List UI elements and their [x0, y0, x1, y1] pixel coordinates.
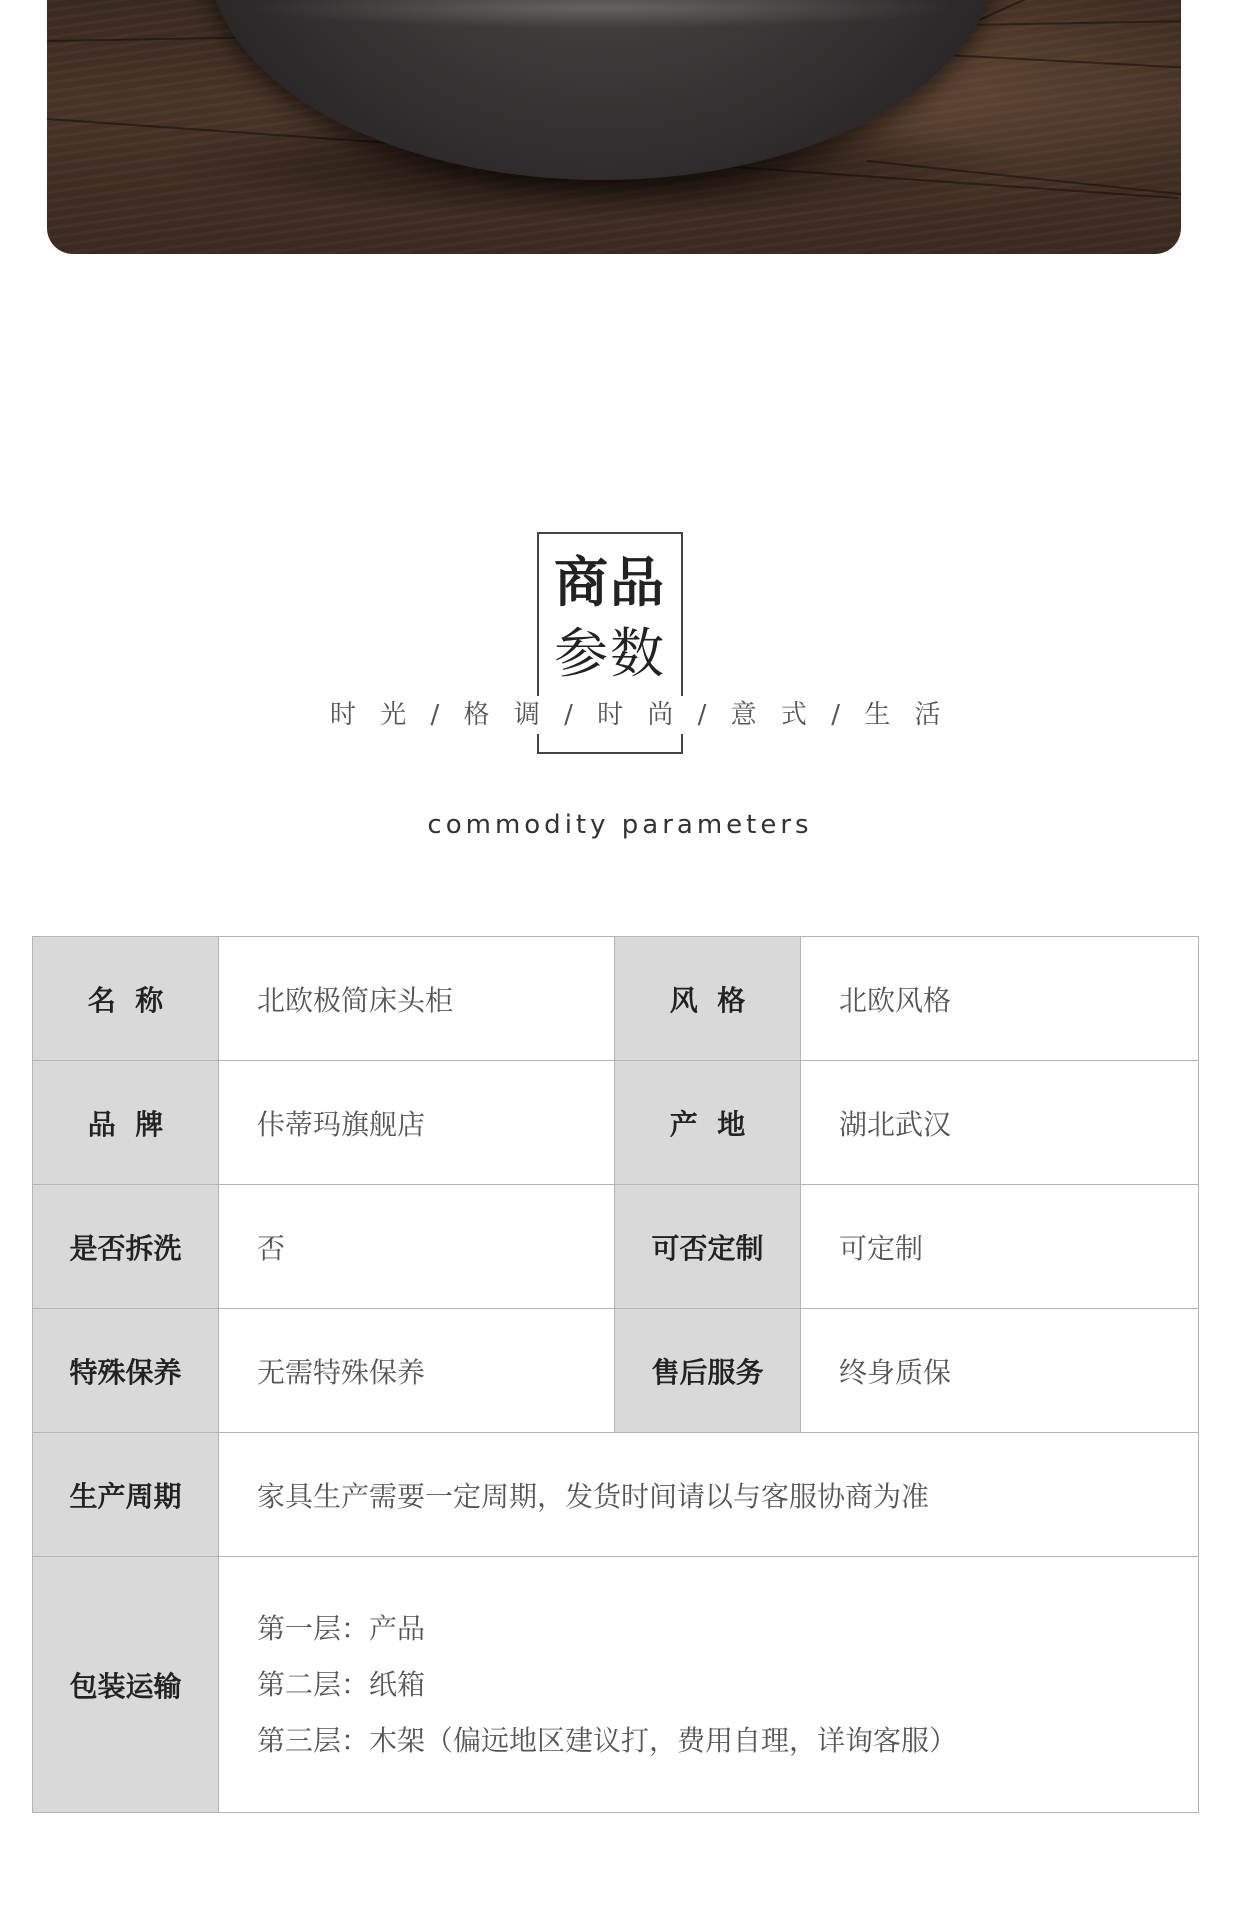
tagline: 时 光 / 格 调 / 时 尚 / 意 式 / 生 活 — [330, 696, 890, 734]
table-row — [33, 1557, 1199, 1813]
param-label: 产 地 — [615, 1061, 801, 1185]
product-photo — [47, 0, 1181, 254]
param-label: 售后服务 — [615, 1309, 801, 1433]
param-label: 风 格 — [615, 937, 801, 1061]
param-value: 家具生产需要一定周期，发货时间请以与客服协商为准 — [219, 1433, 1199, 1557]
param-label: 可否定制 — [615, 1185, 801, 1309]
parameters-table — [32, 936, 1199, 1813]
param-value: 无需特殊保养 — [219, 1309, 615, 1433]
param-value: 终身质保 — [801, 1309, 1199, 1433]
param-label: 生产周期 — [33, 1433, 219, 1557]
param-value: 可定制 — [801, 1185, 1199, 1309]
section-title-line1: 商品 — [554, 550, 666, 614]
param-value: 湖北武汉 — [801, 1061, 1199, 1185]
param-value: 否 — [219, 1185, 615, 1309]
table-row — [33, 937, 1199, 1061]
param-value: 北欧风格 — [801, 937, 1199, 1061]
table-row — [33, 1185, 1199, 1309]
param-label: 名 称 — [33, 937, 219, 1061]
packaging-line: 第二层：纸箱 — [257, 1667, 426, 1701]
table-row — [33, 1061, 1199, 1185]
param-value: 北欧极简床头柜 — [219, 937, 615, 1061]
packaging-list — [219, 1557, 1199, 1813]
section-subtitle: commodity parameters — [427, 810, 813, 840]
table-row — [33, 1309, 1199, 1433]
packaging-line: 第一层：产品 — [257, 1611, 426, 1645]
param-label: 是否拆洗 — [33, 1185, 219, 1309]
section-title — [537, 546, 683, 690]
param-value: 佧蒂玛旗舰店 — [219, 1061, 615, 1185]
param-label: 特殊保养 — [33, 1309, 219, 1433]
packaging-line: 第三层：木架（偏远地区建议打，费用自理，详询客服） — [257, 1723, 958, 1757]
param-label: 品 牌 — [33, 1061, 219, 1185]
table-row — [33, 1433, 1199, 1557]
section-title-line2: 参数 — [554, 622, 666, 685]
param-label: 包装运输 — [33, 1557, 219, 1813]
